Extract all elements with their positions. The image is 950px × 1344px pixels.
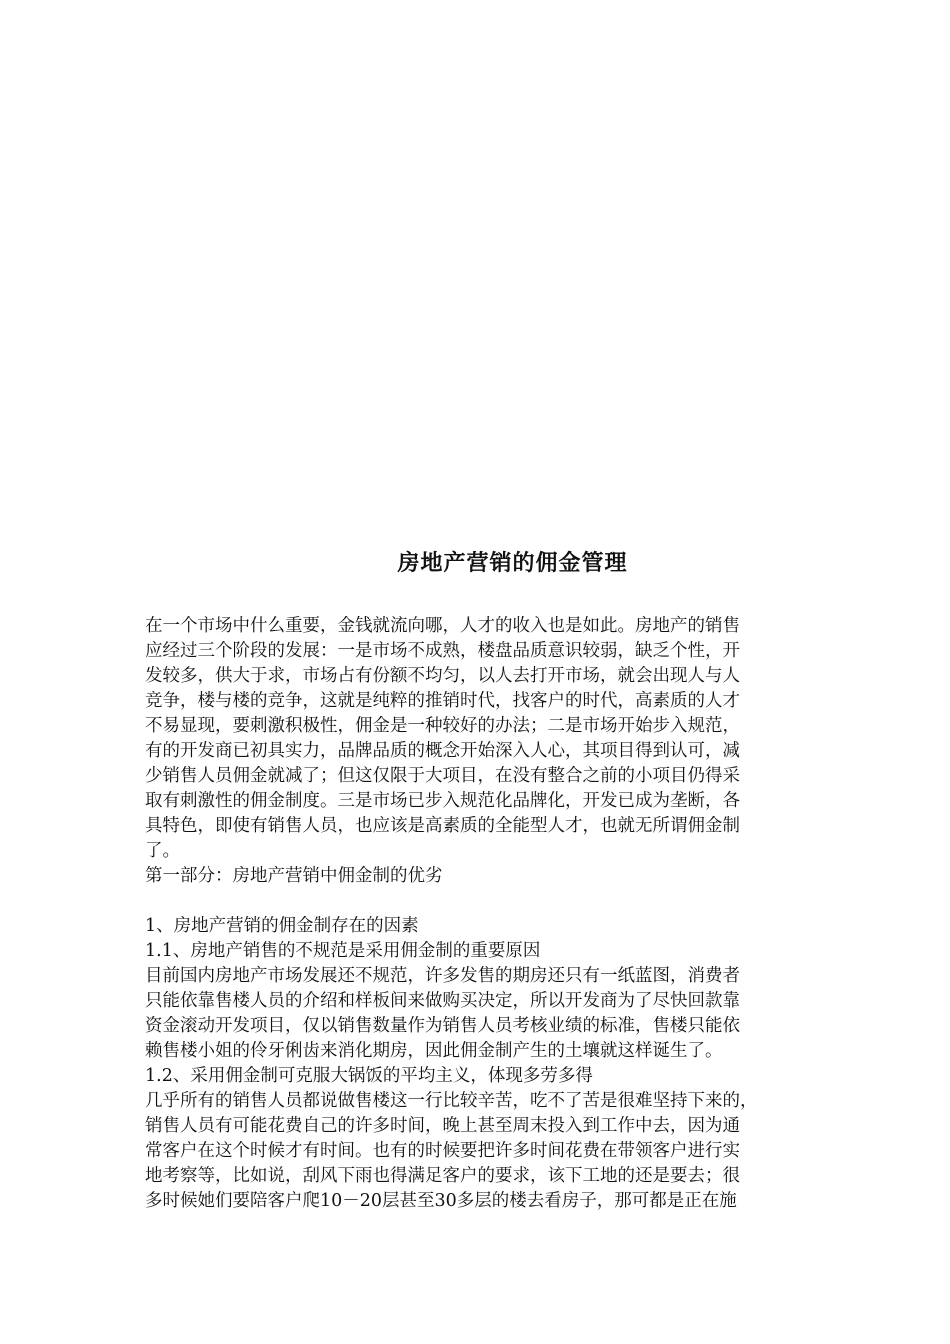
subsection-heading: 1.2、采用佣金制可克服大锅饭的平均主义，体现多劳多得 — [145, 1066, 593, 1086]
paragraph-line: 发较多，供大于求，市场占有份额不均匀，以人去打开市场，就会出现人与人 — [145, 666, 740, 686]
document-body — [145, 614, 810, 1214]
paragraph-line: 目前国内房地产市场发展还不规范，许多发售的期房还只有一纸蓝图，消费者 — [145, 966, 740, 986]
paragraph-line: 几乎所有的销售人员都说做售楼这一行比较辛苦，吃不了苦是很难坚持下来的， — [145, 1091, 758, 1111]
paragraph-line: 竞争，楼与楼的竞争，这就是纯粹的推销时代，找客户的时代，高素质的人才 — [145, 691, 740, 711]
paragraph-line: 取有刺激性的佣金制度。三是市场已步入规范化品牌化，开发已成为垄断，各 — [145, 791, 740, 811]
paragraph-line: 有的开发商已初具实力，品牌品质的概念开始深入人心，其项目得到认可，减 — [145, 741, 740, 761]
paragraph-line: 地考察等，比如说，刮风下雨也得满足客户的要求，该下工地的还是要去；很 — [145, 1166, 740, 1186]
paragraph-line: 只能依靠售楼人员的介绍和样板间来做购买决定，所以开发商为了尽快回款靠 — [145, 991, 740, 1011]
paragraph-line: 少销售人员佣金就减了；但这仅限于大项目，在没有整合之前的小项目仍得采 — [145, 766, 740, 786]
subsection-heading: 1、房地产营销的佣金制存在的因素 — [145, 916, 419, 936]
paragraph-line: 常客户在这个时候才有时间。也有的时候要把许多时间花费在带领客户进行实 — [145, 1141, 740, 1161]
blank-line — [145, 889, 810, 914]
subsection-heading: 1.1、房地产销售的不规范是采用佣金制的重要原因 — [145, 941, 541, 961]
paragraph-line: 具特色，即使有销售人员，也应该是高素质的全能型人才，也就无所谓佣金制 — [145, 816, 740, 836]
section-heading: 第一部分：房地产营销中佣金制的优劣 — [145, 866, 443, 886]
paragraph-line: 了。 — [145, 841, 180, 861]
paragraph-line: 资金滚动开发项目，仅以销售数量作为销售人员考核业绩的标准，售楼只能依 — [145, 1016, 740, 1036]
paragraph-line: 应经过三个阶段的发展：一是市场不成熟，楼盘品质意识较弱，缺乏个性，开 — [145, 641, 740, 661]
paragraph-line: 不易显现，要刺激积极性，佣金是一种较好的办法；二是市场开始步入规范， — [145, 716, 740, 736]
paragraph-line: 销售人员有可能花费自己的许多时间，晚上甚至周末投入到工作中去，因为通 — [145, 1116, 740, 1136]
paragraph-line: 多时候她们要陪客户爬10－20层甚至30多层的楼去看房子，那可都是正在施 — [145, 1191, 737, 1211]
paragraph-line: 赖售楼小姐的伶牙俐齿来消化期房，因此佣金制产生的土壤就这样诞生了。 — [145, 1041, 723, 1061]
paragraph-line: 在一个市场中什么重要，金钱就流向哪，人才的收入也是如此。房地产的销售 — [145, 616, 740, 636]
document-title: 房地产营销的佣金管理 — [397, 550, 628, 576]
